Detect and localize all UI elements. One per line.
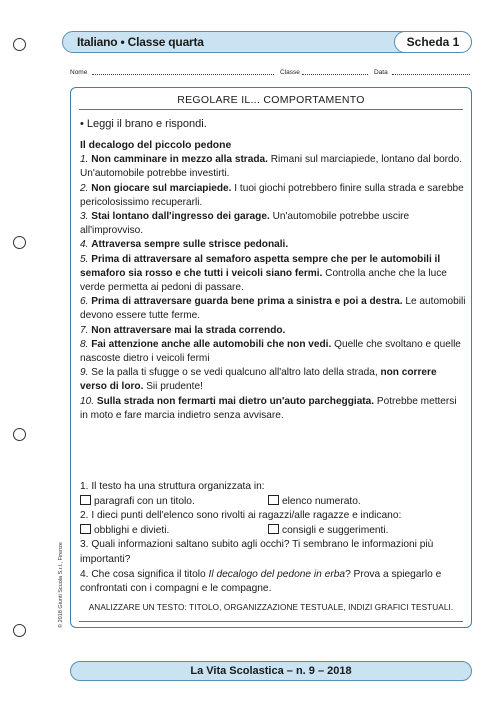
- q2-option-a[interactable]: obblighi e divieti.: [80, 524, 169, 539]
- data-label: Data: [374, 69, 388, 76]
- instruction: • Leggi il brano e rispondi.: [80, 118, 207, 130]
- section-title: REGOLARE IL... COMPORTAMENTO: [177, 94, 365, 106]
- q2-option-b[interactable]: consigli e suggerimenti.: [268, 524, 388, 539]
- item-text: Rimani sul marciapiede, lontano dal bordo. Un'automobile potrebbe investirti.: [80, 154, 463, 180]
- item-number: 2.: [80, 182, 89, 194]
- binder-hole: [13, 624, 26, 637]
- question-4: 4. Che cosa significa il titolo Il decalogo del pedone in erba? Prova a spiegarlo e confrontati con i compagni e le compagne.: [80, 568, 442, 595]
- checkbox[interactable]: [268, 495, 279, 505]
- title-divider: [79, 109, 463, 110]
- item-text: Un'automobile potrebbe uscire all'improvviso.: [80, 211, 410, 237]
- question-1-options: [80, 495, 466, 510]
- nome-field[interactable]: [92, 74, 274, 75]
- item-number: 9.: [80, 367, 89, 379]
- q1-option-a[interactable]: paragrafi con un titolo.: [80, 495, 195, 510]
- decalogo-item: [80, 182, 466, 210]
- question-2-options: [80, 524, 466, 539]
- item-rule: Non camminare in mezzo alla strada.: [91, 154, 268, 166]
- item-number: 4.: [80, 239, 89, 251]
- skills-line: ANALIZZARE UN TESTO: TITOLO, ORGANIZZAZIONE TESTUALE, INDIZI GRAFICI TESTUALI.: [88, 603, 454, 612]
- decalogo-item: [80, 295, 466, 323]
- question-2: 2. I dieci punti dell'elenco sono rivolti ai ragazzi/alle ragazze e indicano:: [80, 510, 402, 522]
- item-text: Potrebbe mettersi in moto e fare marcia indietro senza avvisare.: [80, 395, 457, 421]
- item-rule: Non attraversare mai la strada correndo.: [91, 324, 286, 336]
- item-text: Se la palla ti sfugge o se vedi qualcuno all'altro lato della strada,: [91, 367, 378, 379]
- decalogo-item: [80, 238, 466, 252]
- checkbox[interactable]: [80, 495, 91, 505]
- decalogo-item: [80, 253, 466, 296]
- header-title: Italiano • Classe quarta: [77, 35, 204, 49]
- item-rule: Prima di attraversare al semaforo aspetta sempre che per le automobili il semaforo sia rosso e che tutti i veicoli siano fermi.: [80, 253, 441, 279]
- header-bar: [62, 31, 472, 53]
- item-number: 6.: [80, 296, 89, 308]
- item-number: 8.: [80, 338, 89, 350]
- item-number: 3.: [80, 211, 89, 223]
- reading-text: [80, 139, 466, 423]
- item-number: 10.: [80, 395, 95, 407]
- copyright: © 2018 Giunti Scuola S.r.l., Firenze: [58, 542, 64, 628]
- worksheet-box: [70, 87, 472, 628]
- questions: [80, 480, 466, 597]
- checkbox[interactable]: [268, 524, 279, 534]
- footer-bar: La Vita Scolastica – n. 9 – 2018: [70, 661, 472, 681]
- decalogo-item: [80, 153, 466, 181]
- binder-hole: [13, 428, 26, 441]
- item-number: 5.: [80, 253, 89, 265]
- scheda-label: Scheda 1: [394, 31, 472, 53]
- item-rule: Stai lontano dall'ingresso dei garage.: [91, 211, 270, 223]
- decalogo-item: [80, 324, 466, 338]
- data-field[interactable]: [392, 74, 470, 75]
- item-text: Le automobili devono essere tutte ferme.: [80, 296, 466, 322]
- classe-label: Classe: [280, 69, 300, 76]
- nome-label: Nome: [70, 69, 88, 76]
- item-rule: Fai attenzione anche alle automobili che non vedi.: [91, 338, 332, 350]
- skills-divider: [79, 621, 463, 622]
- binder-hole: [13, 236, 26, 249]
- decalogo-item: [80, 395, 466, 423]
- item-rule: Prima di attraversare guarda bene prima a sinistra e poi a destra.: [91, 296, 403, 308]
- decalogo-item: [80, 210, 466, 238]
- decalogo-list: [80, 153, 466, 423]
- question-3: 3. Quali informazioni saltano subito agli occhi? Ti sembrano le informazioni più importanti?: [80, 539, 434, 565]
- decalogo-item: [80, 338, 466, 366]
- checkbox[interactable]: [80, 524, 91, 534]
- item-text: Controlla anche che la luce verde permetta ai pedoni di passare.: [80, 267, 447, 294]
- item-rule: Sulla strada non fermarti mai dietro un'auto parcheggiata.: [96, 395, 375, 407]
- decalogo-heading: Il decalogo del piccolo pedone: [80, 140, 232, 151]
- q1-option-b[interactable]: elenco numerato.: [268, 495, 361, 510]
- question-1: 1. Il testo ha una struttura organizzata in:: [80, 481, 265, 492]
- decalogo-item: [80, 366, 466, 394]
- item-number: 7.: [80, 324, 89, 336]
- item-rule: Attraversa sempre sulle strisce pedonali.: [91, 239, 289, 251]
- item-text: Quelle che svoltano e quelle nascoste dietro i veicoli fermi: [80, 338, 461, 365]
- classe-field[interactable]: [302, 74, 368, 75]
- item-text: Sii prudente!: [143, 381, 203, 393]
- item-number: 1.: [80, 154, 89, 166]
- item-rule: Non giocare sul marciapiede.: [91, 182, 232, 194]
- binder-hole: [13, 38, 26, 51]
- item-rule: non correre verso di loro.: [80, 367, 437, 393]
- item-text: I tuoi giochi potrebbero finire sulla strada e sarebbe pericolosissimo recuperarli.: [80, 182, 464, 208]
